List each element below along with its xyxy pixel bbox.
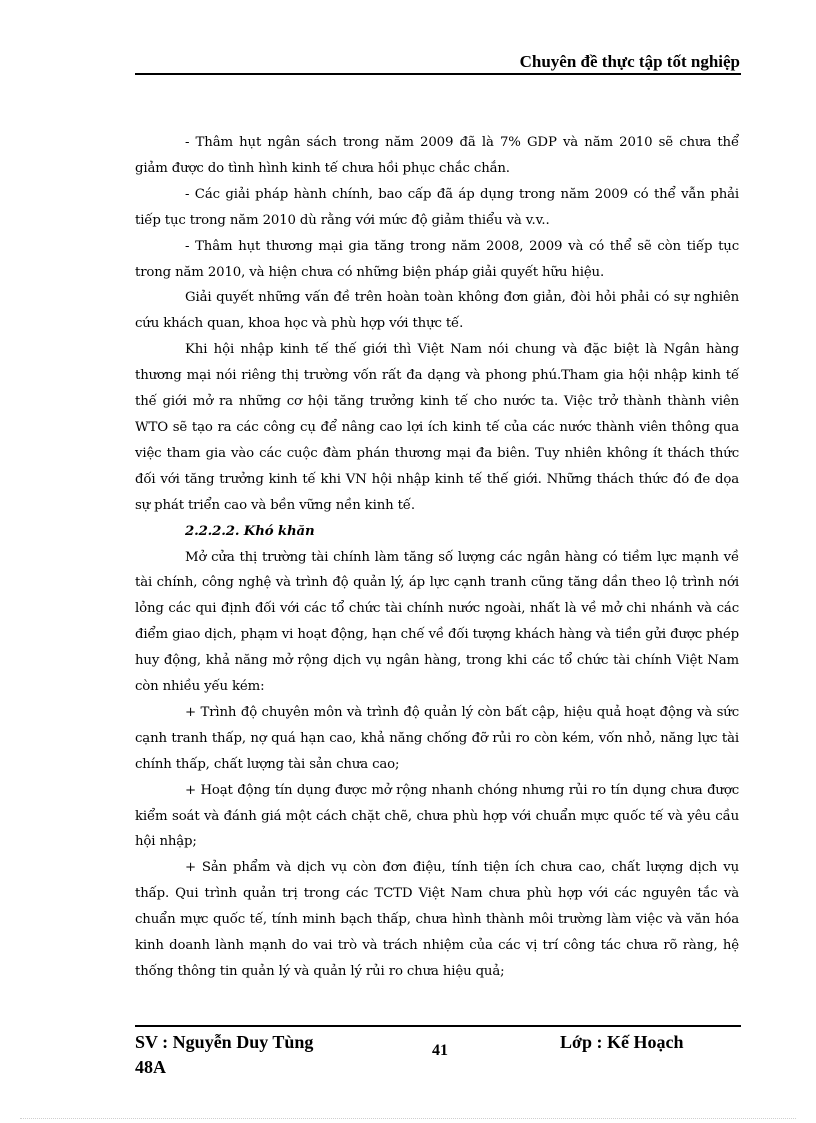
header-divider [135,73,741,75]
paragraph: - Thâm hụt ngân sách trong năm 2009 đã là 7% GDP và năm 2010 sẽ chưa thể giảm được do tình hình kinh tế chưa hồi phục chắc chắn. [135,135,739,176]
paragraph: + Sản phẩm và dịch vụ còn đơn điệu, tính tiện ích chưa cao, chất lượng dịch vụ thấp. Qui trình quản trị trong các TCTD Việt Nam chưa phù hợp với các nguyên tắc và chuẩn mực quốc tế, tính minh bạch thấp, chưa hình thành môi trường làm việc và văn hóa kinh doanh lành mạnh do vai trò và trách nhiệm của các vị trí công tác chưa rõ ràng, hệ thống thông tin quản lý và quản lý rủi ro chưa hiệu quả; [135,860,739,979]
page-edge-divider [20,1118,796,1119]
footer-divider [135,1025,741,1027]
footer-student-name: SV : Nguyễn Duy Tùng 48A [135,1032,314,1077]
paragraph: Mở cửa thị trường tài chính làm tăng số lượng các ngân hàng có tiềm lực mạnh về tài chính, công nghệ và trình độ quản lý, áp lực cạnh tranh cũng tăng dần theo lộ trình nới lỏng các qui định đối với các tổ chức tài chính nước ngoài, nhất là về mở chi nhánh và các điểm giao dịch, phạm vi hoạt động, hạn chế về đối tượng khách hàng và tiền gửi được phép huy động, khả năng mở rộng dịch vụ ngân hàng, trong khi các tổ chức tài chính Việt Nam còn nhiều yếu kém: [135,549,739,695]
page-number: 41 [432,1042,448,1059]
paragraph: Giải quyết những vấn đề trên hoàn toàn không đơn giản, đòi hỏi phải có sự nghiên cứu khách quan, khoa học và phù hợp với thực tế. [135,290,739,332]
section-heading: 2.2.2.2. Khó khăn [185,523,315,539]
footer-class-label: Lớp : Kế Hoạch [560,1032,684,1052]
paragraph: - Thâm hụt thương mại gia tăng trong năm 2008, 2009 và có thể sẽ còn tiếp tục trong năm 2010, và hiện chưa có những biện pháp giải quyết hữu hiệu. [135,238,739,280]
paragraph: + Trình độ chuyên môn và trình độ quản lý còn bất cập, hiệu quả hoạt động và sức cạnh tranh thấp, nợ quá hạn cao, khả năng chống đỡ rủi ro còn kém, vốn nhỏ, năng lực tài chính thấp, chất lượng tài sản chưa cao; [135,704,739,772]
paragraph: + Hoạt động tín dụng được mở rộng nhanh chóng nhưng rủi ro tín dụng chưa được kiểm soát và đánh giá một cách chặt chẽ, chưa phù hợp với chuẩn mực quốc tế và yêu cầu hội nhập; [135,782,739,850]
paragraph: - Các giải pháp hành chính, bao cấp đã áp dụng trong năm 2009 có thể vẫn phải tiếp tục trong năm 2010 dù rằng với mức độ giảm thiểu và v.v.. [135,186,739,228]
document-body [135,130,739,985]
header-title: Chuyên đề thực tập tốt nghiệp [519,52,740,71]
paragraph: Khi hội nhập kinh tế thế giới thì Việt Nam nói chung và đặc biệt là Ngân hàng thương mại nói riêng thị trường vốn rất đa dạng và phong phú.Tham gia hội nhập kinh tế thế giới mở ra những cơ hội tăng trưởng kinh tế cho nước ta. Việc trở thành thành viên WTO sẽ tạo ra các công cụ để nâng cao lợi ích kinh tế của các nước thành viên thông qua việc tham gia vào các cuộc đàm phán thương mại đa biên. Tuy nhiên không ít thách thức đối với tăng trưởng kinh tế khi VN hội nhập kinh tế thế giới. Những thách thức đó đe dọa sự phát triển cao và bền vững nền kinh tế. [135,342,739,513]
